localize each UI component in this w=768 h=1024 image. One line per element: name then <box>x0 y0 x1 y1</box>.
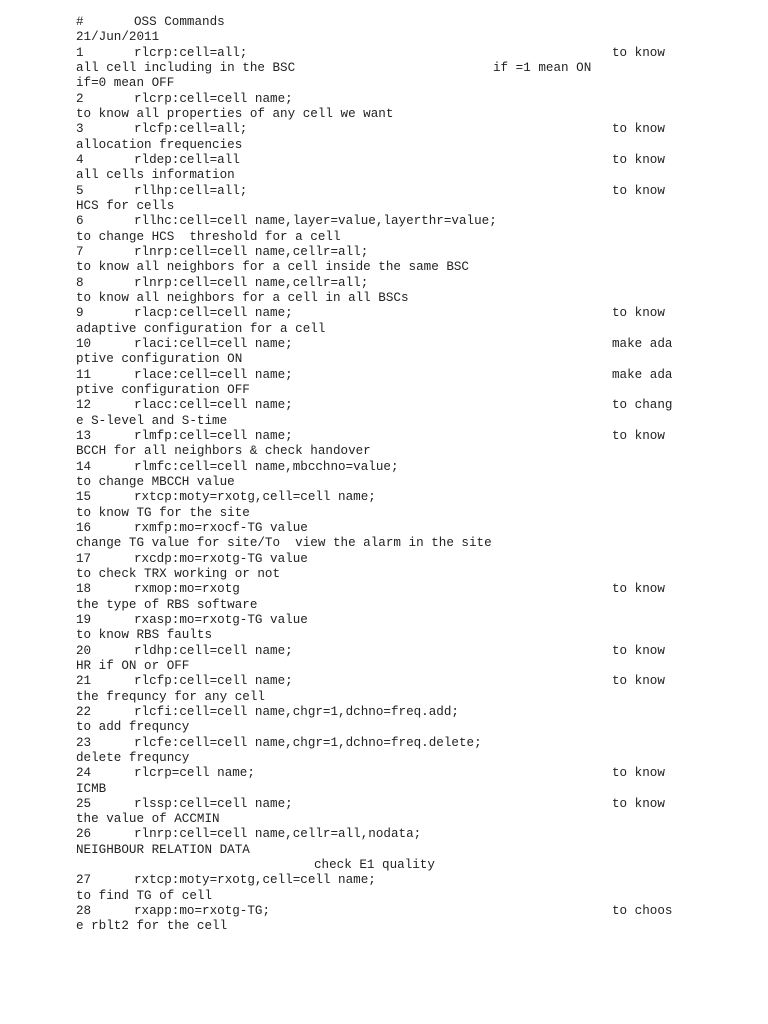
line-text: allocation frequencies <box>76 137 243 152</box>
document-line <box>0 766 768 781</box>
document-line <box>0 475 768 490</box>
line-text: 26 <box>76 827 92 842</box>
document-line <box>0 598 768 613</box>
document-line <box>0 582 768 597</box>
document-line <box>0 260 768 275</box>
document-line <box>0 736 768 751</box>
document-line <box>0 858 768 873</box>
line-text: ptive configuration ON <box>76 352 243 367</box>
document-line <box>0 15 768 30</box>
line-text: 21/Jun/2011 <box>76 30 160 45</box>
line-text: rllhp:cell=all; <box>134 183 248 198</box>
line-text: to change HCS threshold for a cell <box>76 229 341 244</box>
line-text: rlmfp:cell=cell name; <box>134 428 293 443</box>
line-text: if=0 mean OFF <box>76 76 175 91</box>
document-line <box>0 490 768 505</box>
line-text: rlcrp:cell=cell name; <box>134 91 293 106</box>
line-text: e S-level and S-time <box>76 413 228 428</box>
line-text: 12 <box>76 398 92 413</box>
line-text: 23 <box>76 735 92 750</box>
document-line <box>0 644 768 659</box>
line-text: to know RBS faults <box>76 628 213 643</box>
line-text: 4 <box>76 152 84 167</box>
line-text: rlacc:cell=cell name; <box>134 398 293 413</box>
line-text: delete frequncy <box>76 750 190 765</box>
document-line <box>0 782 768 797</box>
document-line <box>0 107 768 122</box>
line-text: to chang <box>612 398 673 413</box>
line-text: rlcfp:cell=all; <box>134 122 248 137</box>
line-text: the value of ACCMIN <box>76 812 220 827</box>
line-text: to know <box>612 766 665 781</box>
line-text: 2 <box>76 91 84 106</box>
line-text: 5 <box>76 183 84 198</box>
line-text: 10 <box>76 336 92 351</box>
line-text: to know TG for the site <box>76 505 250 520</box>
line-text: 15 <box>76 490 92 505</box>
line-text: 13 <box>76 428 92 443</box>
line-text: BCCH for all neighbors & check handover <box>76 444 371 459</box>
line-text: make ada <box>612 336 673 351</box>
line-text: 8 <box>76 275 84 290</box>
line-text: rlnrp:cell=cell name,cellr=all; <box>134 244 369 259</box>
document-line <box>0 521 768 536</box>
document-line <box>0 567 768 582</box>
line-text: to know <box>612 428 665 443</box>
line-text: rxmop:mo=rxotg <box>134 582 240 597</box>
document-line <box>0 873 768 888</box>
line-text: 22 <box>76 704 92 719</box>
line-text: rlcfe:cell=cell name,chgr=1,dchno=freq.delete; <box>134 735 482 750</box>
line-text: 20 <box>76 643 92 658</box>
line-text: rldep:cell=all <box>134 152 240 167</box>
line-text: to know <box>612 796 665 811</box>
line-text: 11 <box>76 367 92 382</box>
document-line <box>0 843 768 858</box>
line-text: 19 <box>76 612 92 627</box>
line-text: rlssp:cell=cell name; <box>134 796 293 811</box>
document-line <box>0 276 768 291</box>
line-text: NEIGHBOUR RELATION DATA <box>76 842 250 857</box>
line-text: to know <box>612 674 665 689</box>
line-text: to know <box>612 183 665 198</box>
line-text: to check TRX working or not <box>76 566 281 581</box>
document-line <box>0 812 768 827</box>
line-text: 25 <box>76 796 92 811</box>
line-text: adaptive configuration for a cell <box>76 321 326 336</box>
line-text: to know all properties of any cell we want <box>76 106 394 121</box>
line-text: rlcfi:cell=cell name,chgr=1,dchno=freq.add; <box>134 704 459 719</box>
line-text: 27 <box>76 873 92 888</box>
document-line <box>0 797 768 812</box>
line-text: to know <box>612 152 665 167</box>
line-text: rlacp:cell=cell name; <box>134 306 293 321</box>
document-line <box>0 61 768 76</box>
document-line <box>0 245 768 260</box>
line-text: rxtcp:moty=rxotg,cell=cell name; <box>134 873 376 888</box>
line-text: 6 <box>76 214 84 229</box>
document-line <box>0 919 768 934</box>
document-line <box>0 230 768 245</box>
document-line <box>0 552 768 567</box>
document-line <box>0 720 768 735</box>
line-text: all cells information <box>76 168 235 183</box>
line-text: all cell including in the BSC <box>76 60 296 75</box>
document-line <box>0 199 768 214</box>
document-line <box>0 30 768 45</box>
document-line <box>0 368 768 383</box>
document-line <box>0 751 768 766</box>
line-text: to choos <box>612 904 673 919</box>
line-text: rxasp:mo=rxotg-TG value <box>134 612 308 627</box>
document-line <box>0 306 768 321</box>
line-text: 1 <box>76 45 84 60</box>
line-text: rlcrp:cell=all; <box>134 45 248 60</box>
line-text: to know <box>612 45 665 60</box>
document-line <box>0 889 768 904</box>
line-text: to know all neighbors for a cell in all BSCs <box>76 290 409 305</box>
line-text: rxcdp:mo=rxotg-TG value <box>134 551 308 566</box>
line-text: to know <box>612 582 665 597</box>
line-text: 14 <box>76 459 92 474</box>
line-text: to change MBCCH value <box>76 474 235 489</box>
line-text: 7 <box>76 244 84 259</box>
line-text: the frequncy for any cell <box>76 689 265 704</box>
line-text: rlmfc:cell=cell name,mbcchno=value; <box>134 459 399 474</box>
document-line <box>0 76 768 91</box>
document-line <box>0 904 768 919</box>
document-line <box>0 613 768 628</box>
document-line <box>0 536 768 551</box>
line-text: ICMB <box>76 781 107 796</box>
line-text: change TG value for site/To view the alarm in the site <box>76 536 492 551</box>
line-text: 18 <box>76 582 92 597</box>
document-line <box>0 398 768 413</box>
line-text: rllhc:cell=cell name,layer=value,layerthr=value; <box>134 214 497 229</box>
document-line <box>0 429 768 444</box>
document-line <box>0 506 768 521</box>
document-line <box>0 184 768 199</box>
line-text: to know <box>612 643 665 658</box>
document-line <box>0 138 768 153</box>
line-text: to find TG of cell <box>76 888 213 903</box>
document-line <box>0 414 768 429</box>
line-text: ptive configuration OFF <box>76 382 250 397</box>
line-text: make ada <box>612 367 673 382</box>
line-text: rlnrp:cell=cell name,cellr=all; <box>134 275 369 290</box>
line-text: 16 <box>76 520 92 535</box>
line-text: OSS Commands <box>134 15 225 29</box>
document-line <box>0 659 768 674</box>
document-line <box>0 444 768 459</box>
document-line <box>0 46 768 61</box>
line-text: 3 <box>76 122 84 137</box>
line-text: the type of RBS software <box>76 597 258 612</box>
document-line <box>0 827 768 842</box>
line-text: 21 <box>76 674 92 689</box>
document-line <box>0 674 768 689</box>
line-text: rxmfp:mo=rxocf-TG value <box>134 520 308 535</box>
document-line <box>0 690 768 705</box>
line-text: rlace:cell=cell name; <box>134 367 293 382</box>
document-line <box>0 153 768 168</box>
document-line <box>0 122 768 137</box>
line-text: # <box>76 15 84 29</box>
document-line <box>0 322 768 337</box>
document-line <box>0 383 768 398</box>
line-text: HCS for cells <box>76 198 175 213</box>
document-line <box>0 337 768 352</box>
document-line <box>0 168 768 183</box>
line-text: 17 <box>76 551 92 566</box>
document-line <box>0 92 768 107</box>
line-text: rxapp:mo=rxotg-TG; <box>134 904 271 919</box>
document-line <box>0 291 768 306</box>
line-text: to know <box>612 122 665 137</box>
line-text: 28 <box>76 904 92 919</box>
line-text: rlcrp=cell name; <box>134 766 255 781</box>
line-text: 24 <box>76 766 92 781</box>
line-text: if =1 mean ON <box>493 60 592 75</box>
line-text: rlcfp:cell=cell name; <box>134 674 293 689</box>
line-text: rxtcp:moty=rxotg,cell=cell name; <box>134 490 376 505</box>
line-text: HR if ON or OFF <box>76 658 190 673</box>
document-line <box>0 214 768 229</box>
line-text: rldhp:cell=cell name; <box>134 643 293 658</box>
line-text: to add frequncy <box>76 720 190 735</box>
line-text: to know all neighbors for a cell inside the same BSC <box>76 260 469 275</box>
line-text: rlnrp:cell=cell name,cellr=all,nodata; <box>134 827 422 842</box>
document-line <box>0 628 768 643</box>
document-line <box>0 705 768 720</box>
line-text: check E1 quality <box>314 858 435 873</box>
document-line <box>0 352 768 367</box>
document-line <box>0 460 768 475</box>
line-text: 9 <box>76 306 84 321</box>
line-text: e rblt2 for the cell <box>76 919 228 934</box>
line-text: rlaci:cell=cell name; <box>134 336 293 351</box>
line-text: to know <box>612 306 665 321</box>
